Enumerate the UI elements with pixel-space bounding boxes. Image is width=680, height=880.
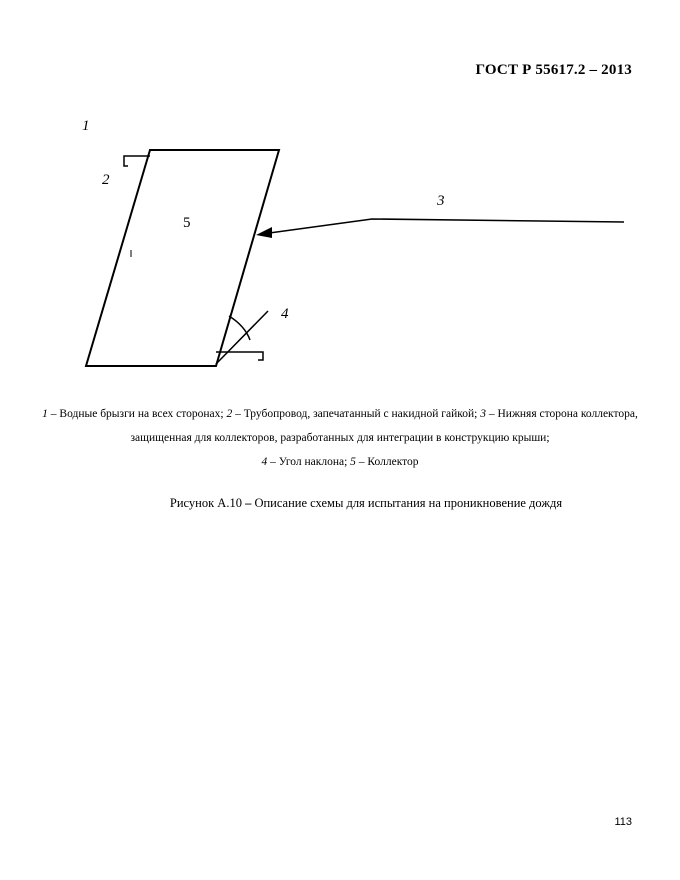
caption-prefix: Рисунок А.10 <box>169 496 246 510</box>
label-2: 2 <box>102 172 110 188</box>
label-4: 4 <box>281 306 289 322</box>
legend-text-2: – Трубопровод, запечатанный с накидной гайкой; <box>232 408 481 420</box>
legend-num-3: 3 <box>480 408 486 420</box>
underside-arrow-line <box>262 219 624 234</box>
legend-num-1: 1 <box>42 408 48 420</box>
test-scheme-diagram <box>0 0 680 400</box>
figure-legend <box>40 402 640 474</box>
legend-num-2: 2 <box>226 408 233 420</box>
legend-text-1: – Водные брызги на всех сторонах; <box>47 408 227 420</box>
caption-dash: – <box>245 496 252 510</box>
page-header: ГОСТ Р 55617.2 – 2013 <box>475 62 632 78</box>
tilt-angle-arc <box>229 316 250 340</box>
page-number: 113 <box>614 816 632 828</box>
legend-text-3: – Нижняя сторона коллектора, защищенная для коллекторов, разработанных для интеграции в конструкцию крыши; <box>130 408 638 444</box>
label-5: 5 <box>183 215 191 231</box>
legend-text-4: – Угол наклона; <box>267 456 351 468</box>
legend-num-4: 4 <box>261 456 268 468</box>
legend-num-5: 5 <box>350 456 356 468</box>
underside-arrowhead <box>256 227 272 238</box>
label-3: 3 <box>437 193 445 209</box>
caption-text: Описание схемы для испытания на проникновение дождя <box>251 496 563 510</box>
label-1: 1 <box>82 118 90 134</box>
collector-shape <box>86 150 279 366</box>
figure-caption <box>40 496 640 511</box>
legend-text-5: – Коллектор <box>355 456 419 468</box>
